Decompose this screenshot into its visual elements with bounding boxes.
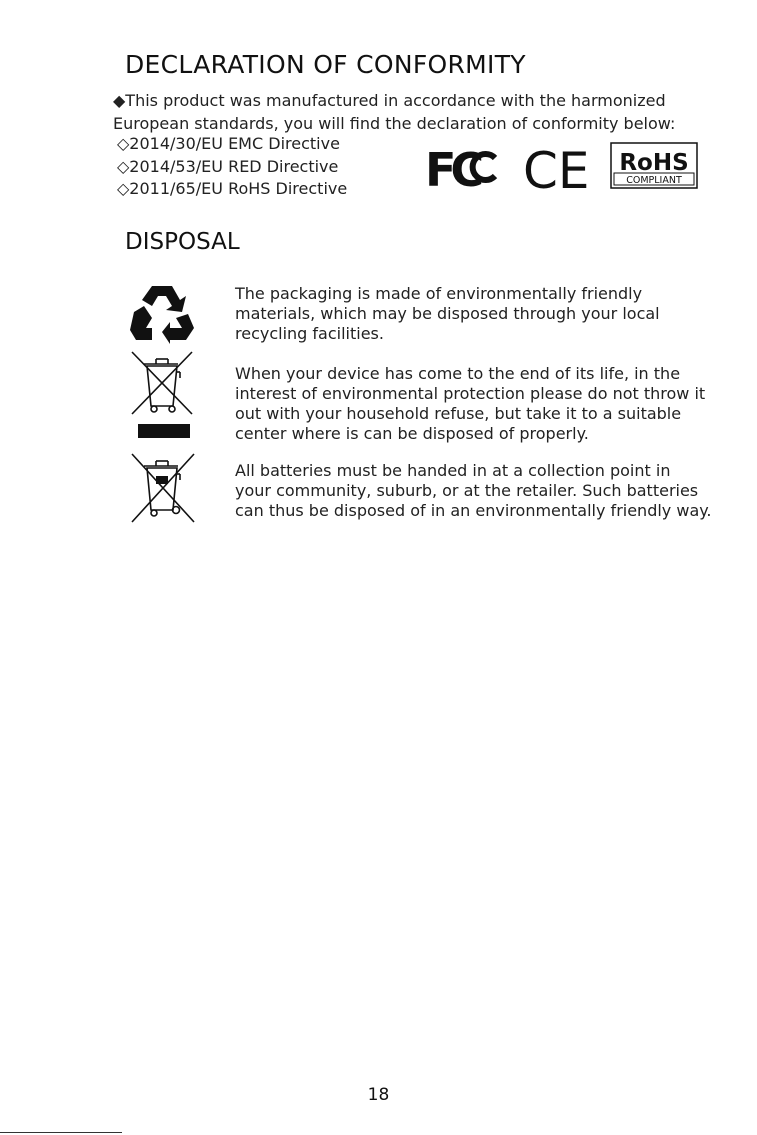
paragraph-line: materials, which may be disposed through your local <box>235 304 660 323</box>
intro-line: ◆This product was manufactured in accordance with the harmonized <box>113 91 666 110</box>
paragraph-line: When your device has come to the end of its life, in the <box>235 364 681 383</box>
certification-logos <box>425 142 700 194</box>
certification-logos-graphic <box>425 142 700 194</box>
paragraph-line: out with your household refuse, but take it to a suitable <box>235 404 682 423</box>
weee-crossed-bin-icon <box>130 350 198 442</box>
battery-disposal-paragraph <box>235 461 735 521</box>
paragraph-line: The packaging is made of environmentally friendly <box>235 284 643 303</box>
rohs-logo-main: RoHS <box>619 150 689 176</box>
paragraph-line: All batteries must be handed in at a collection point in <box>235 461 671 480</box>
fcc-logo-text: FC <box>425 143 479 194</box>
disposal-title: DISPOSAL <box>125 229 240 255</box>
directive-item: ◇2014/30/EU EMC Directive <box>117 134 340 153</box>
paragraph-line: center where is can be disposed of properly. <box>235 424 589 443</box>
paragraph-line: can thus be disposed of in an environmentally friendly way. <box>235 501 712 520</box>
recycle-icon <box>130 282 194 344</box>
conformity-title: DECLARATION OF CONFORMITY <box>125 50 526 79</box>
intro-line: European standards, you will find the declaration of conformity below: <box>113 114 676 133</box>
directive-item: ◇2014/53/EU RED Directive <box>117 156 339 176</box>
paragraph-line: your community, suburb, or at the retailer. Such batteries <box>235 481 699 500</box>
footer-divider <box>0 1132 122 1133</box>
ce-logo-text: CE <box>523 142 590 194</box>
page-number: 18 <box>367 1085 390 1105</box>
directive-item: ◇2011/65/EU RoHS Directive <box>117 179 348 198</box>
directive-list <box>117 133 347 201</box>
paragraph-line: interest of environmental protection please do not throw it <box>235 384 706 403</box>
device-disposal-paragraph <box>235 364 735 444</box>
fcc-logo-icon <box>425 143 495 194</box>
packaging-paragraph <box>235 284 735 344</box>
paragraph-line: recycling facilities. <box>235 324 384 343</box>
battery-crossed-bin-icon <box>130 452 198 524</box>
rohs-logo-icon <box>611 143 697 188</box>
rohs-logo-sub: COMPLIANT <box>626 175 682 186</box>
conformity-intro <box>113 89 733 135</box>
ce-logo-icon <box>523 142 590 194</box>
